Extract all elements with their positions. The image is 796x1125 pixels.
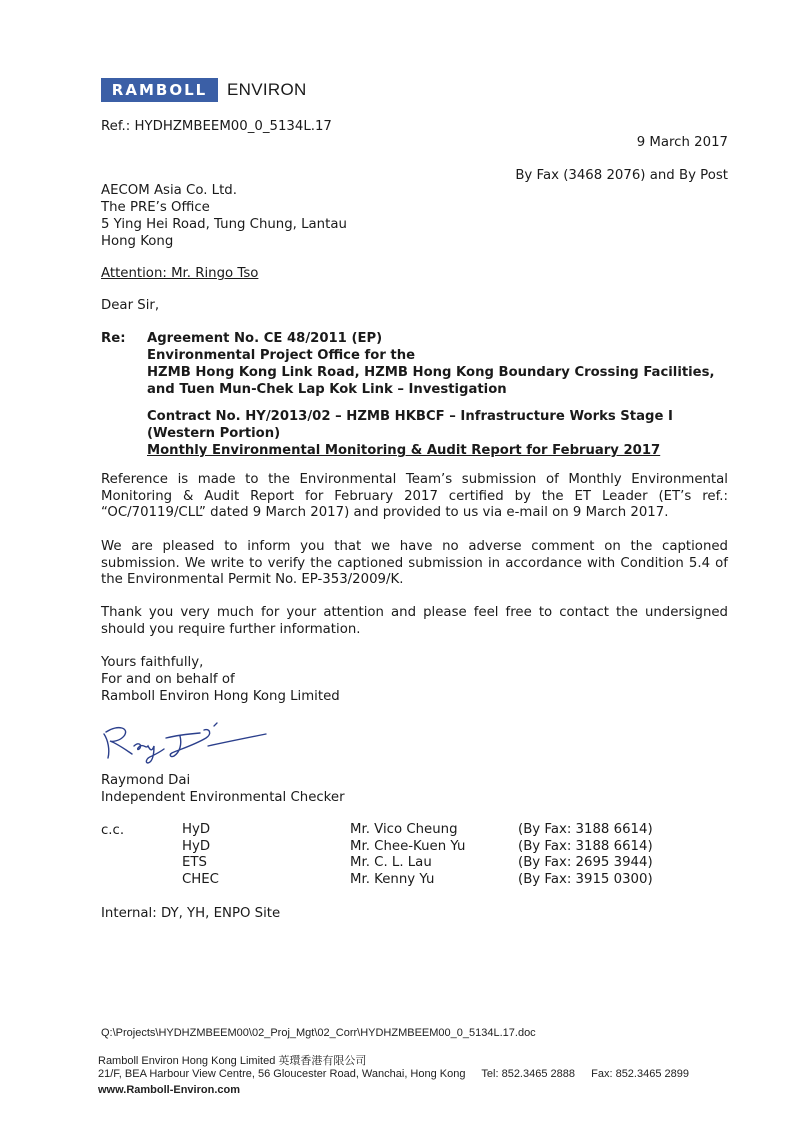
letter-date: 9 March 2017: [636, 135, 728, 150]
re-agreement: Agreement No. CE 48/2011 (EP): [147, 331, 383, 346]
salutation: Dear Sir,: [101, 298, 160, 313]
signatory-block: [101, 772, 345, 806]
re-project-line: HZMB Hong Kong Link Road, HZMB Hong Kong Boundary Crossing Facilities,: [147, 365, 715, 380]
recipient-street: 5 Ying Hei Road, Tung Chung, Lantau: [101, 217, 347, 232]
file-path: Q:\Projects\HYDHZMBEEM00\02_Proj_Mgt\02_Corr\HYDHZMBEEM00_0_5134L.17.doc: [101, 1027, 536, 1039]
re-project-office: Environmental Project Office for the: [147, 348, 416, 363]
recipient-office: The PRE’s Office: [101, 200, 210, 215]
reference-number: Ref.: HYDHZMBEEM00_0_5134L.17: [101, 119, 332, 134]
closing-on-behalf: For and on behalf of: [101, 672, 235, 687]
cc-row: [182, 822, 653, 839]
body-paragraph-3: Thank you very much for your attention and please feel free to contact the undersigned should you require further information.: [101, 605, 728, 637]
re-subject: [147, 330, 714, 398]
signatory-title: Independent Environmental Checker: [101, 790, 345, 805]
re-label: Re:: [101, 331, 126, 346]
cc-fax: (By Fax: 2695 3944): [518, 855, 653, 870]
cc-person: Mr. Kenny Yu: [350, 871, 435, 887]
cc-org: CHEC: [182, 871, 219, 887]
footer-company: Ramboll Environ Hong Kong Limited 英環香港有限公司: [98, 1055, 367, 1067]
footer-fax: Fax: 852.3465 2899: [591, 1068, 689, 1080]
footer-website[interactable]: www.Ramboll-Environ.com: [98, 1084, 240, 1096]
footer-tel: Tel: 852.3465 2888: [481, 1068, 575, 1080]
internal-distribution: Internal: DY, YH, ENPO Site: [101, 906, 281, 921]
logo-brand: RAMBOLL: [111, 81, 208, 99]
cc-person: Mr. C. L. Lau: [350, 855, 432, 870]
cc-org: HyD: [182, 822, 211, 837]
cc-list: [182, 822, 653, 888]
cc-row: [182, 872, 653, 889]
cc-fax: (By Fax: 3915 0300): [518, 871, 653, 887]
re-project-line-2: and Tuen Mun-Chek Lap Kok Link – Investigation: [147, 382, 507, 397]
cc-person: Mr. Chee-Kuen Yu: [350, 838, 466, 854]
cc-label: c.c.: [101, 823, 125, 838]
cc-row: [182, 839, 653, 856]
cc-person: Mr. Vico Cheung: [350, 822, 458, 837]
closing-yours-faithfully: Yours faithfully,: [101, 655, 204, 670]
attention-line: Attention: Mr. Ringo Tso: [101, 266, 259, 281]
cc-fax: (By Fax: 3188 6614): [518, 838, 653, 854]
delivery-method: By Fax (3468 2076) and By Post: [515, 168, 728, 183]
cc-org: HyD: [182, 838, 211, 854]
re-contract-portion: (Western Portion): [147, 426, 281, 441]
cc-row: [182, 855, 653, 872]
company-logo: [101, 78, 218, 102]
footer-contact-line: [98, 1068, 689, 1080]
cc-org: ETS: [182, 855, 207, 870]
recipient-city: Hong Kong: [101, 234, 174, 249]
logo-suffix: ENVIRON: [227, 80, 307, 99]
signature-image: [96, 716, 271, 766]
re-contract: [147, 408, 673, 459]
signatory-name: Raymond Dai: [101, 773, 191, 788]
recipient-company: AECOM Asia Co. Ltd.: [101, 183, 237, 198]
footer-address: 21/F, BEA Harbour View Centre, 56 Gloucester Road, Wanchai, Hong Kong: [98, 1068, 466, 1080]
closing-company: Ramboll Environ Hong Kong Limited: [101, 689, 340, 704]
body-paragraph-2: We are pleased to inform you that we have no adverse comment on the captioned submission. We write to verify the captioned submission in accordance with Condition 5.4 of the Environmental Permit No. EP-353/2009/K.: [101, 539, 728, 587]
re-contract-number: Contract No. HY/2013/02 – HZMB HKBCF – Infrastructure Works Stage I: [147, 409, 673, 424]
closing-block: [101, 654, 340, 705]
cc-fax: (By Fax: 3188 6614): [518, 822, 653, 837]
body-paragraph-1: Reference is made to the Environmental Team’s submission of Monthly Environmental Monitoring & Audit Report for February 2017 certified by the ET Leader (ET’s ref.: “OC/70119/CLL” dated 9 March 2017) and provided to us via e-mail on 9 March 2017.: [101, 472, 728, 520]
re-report-title: Monthly Environmental Monitoring & Audit Report for February 2017: [147, 443, 661, 458]
recipient-address: [101, 182, 347, 250]
